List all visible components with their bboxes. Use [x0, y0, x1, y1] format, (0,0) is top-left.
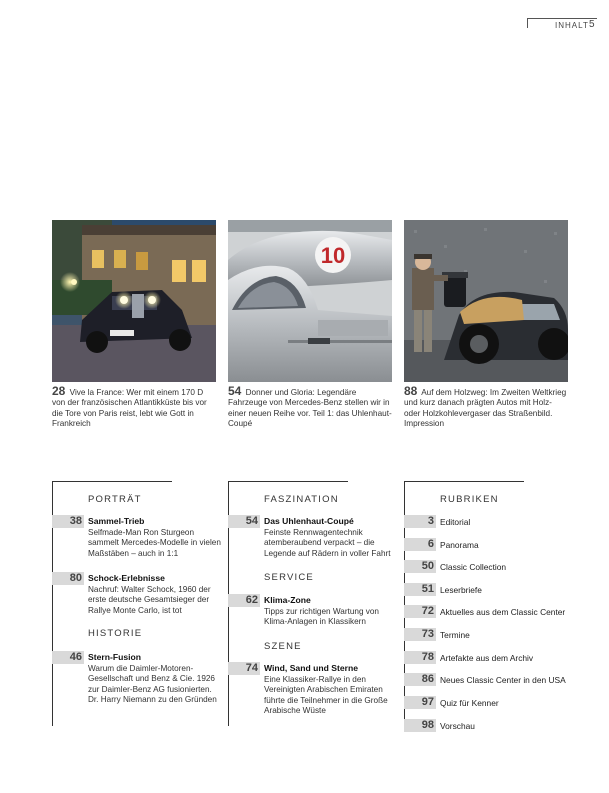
header-tick [527, 18, 528, 28]
rubrik-page-number: 50 [421, 560, 434, 572]
rubrik-page-number: 51 [421, 583, 434, 595]
section-heading-portraet: PORTRÄT [88, 494, 142, 505]
rubrik-title: Leserbriefe [440, 585, 482, 595]
toc-entry-title: Schock-Erlebnisse [88, 573, 165, 583]
rubrik-page-number: 73 [421, 628, 434, 640]
feature-caption-3 [404, 386, 570, 429]
feature-text: Auf dem Holzweg: Im Zweiten Weltkrieg und kurz danach prägten Autos mit Holz- oder Holzkohlevergaser das Straßenbild. Impression [404, 388, 567, 428]
rubrik-item[interactable] [404, 673, 584, 686]
rubrik-page-number: 86 [421, 673, 434, 685]
rubrik-title: Quiz für Kenner [440, 698, 499, 708]
rubrik-title: Aktuelles aus dem Classic Center [440, 607, 566, 617]
section-heading-faszination: FASZINATION [264, 494, 339, 505]
toc-page-number: 46 [69, 651, 82, 663]
toc-entry-description: Selfmade-Man Ron Sturgeon sammelt Mercedes-Modelle in vielen Maßstäben – auch in 1:1 [88, 528, 221, 558]
rubrik-page-number: 97 [421, 696, 434, 708]
feature-caption-2 [228, 386, 394, 429]
column-rule [228, 481, 348, 482]
feature-photo-holzweg [404, 220, 568, 382]
running-header [527, 18, 597, 36]
rubrik-item[interactable] [404, 628, 584, 641]
rubrik-title: Termine [440, 630, 470, 640]
header-rule [527, 18, 597, 19]
feature-page-number: 28 [52, 384, 66, 398]
rubrik-item[interactable] [404, 651, 584, 664]
rubrik-item[interactable] [404, 538, 584, 551]
feature-text: Vive la France: Wer mit einem 170 D von der französischen Atlantikküste bis vor die Tore von Paris reist, lebt wie Gott in Frankreich [52, 388, 207, 428]
rubrik-page-number: 98 [421, 719, 434, 731]
rubrik-item[interactable] [404, 696, 584, 709]
rubrik-title: Panorama [440, 540, 479, 550]
rubrik-item[interactable] [404, 583, 584, 596]
toc-entry-title: Das Uhlenhaut-Coupé [264, 516, 354, 526]
header-page-number: 5 [589, 19, 595, 30]
section-heading-historie: HISTORIE [88, 628, 143, 639]
toc-page-number: 80 [69, 572, 82, 584]
toc-entry-title: Sammel-Trieb [88, 516, 145, 526]
feature-photo-uhlenhaut-coupe [228, 220, 392, 382]
rubrik-item[interactable] [404, 560, 584, 573]
rubrik-page-number: 3 [427, 515, 434, 527]
rubrik-page-number: 6 [427, 538, 434, 550]
column-rule [52, 481, 172, 482]
rubrik-page-number: 72 [421, 605, 434, 617]
toc-page-number: 62 [245, 594, 258, 606]
rubrik-page-number: 78 [421, 651, 434, 663]
rubrik-title: Editorial [440, 517, 471, 527]
toc-entry-title: Klima-Zone [264, 595, 311, 605]
race-number: 10 [320, 243, 346, 268]
section-heading-szene: SZENE [264, 641, 302, 652]
rubrik-title: Neues Classic Center in den USA [440, 675, 566, 685]
feature-text: Donner und Gloria: Legendäre Fahrzeuge von Mercedes-Benz stellen wir in einer neuen Reihe vor. Teil 1: das Uhlenhaut-Coupé [228, 388, 392, 428]
toc-entry-description: Warum die Daimler-Motoren-Gesellschaft und Benz & Cie. 1926 zur Daimler-Benz AG fusionierten. Dr. Harry Niemann zu den Gründen [88, 664, 217, 704]
toc-page-number: 74 [245, 662, 258, 674]
feature-photo-vive-la-france [52, 220, 216, 382]
toc-entry-description: Feinste Rennwagentechnik atemberaubend verpackt – die Legende auf Rädern in voller Fahrt [264, 528, 391, 558]
toc-entry-description: Nachruf: Walter Schock, 1960 der erste deutsche Gesamtsieger der Rallye Monte Carlo, ist tot [88, 585, 211, 615]
toc-entry-title: Wind, Sand und Sterne [264, 663, 358, 673]
feature-caption-1 [52, 386, 218, 429]
header-section-label: INHALT [555, 21, 589, 30]
feature-page-number: 88 [404, 384, 418, 398]
feature-page-number: 54 [228, 384, 242, 398]
toc-entry-description: Tipps zur richtigen Wartung von Klima-Anlagen in Klassikern [264, 607, 379, 627]
toc-page-number: 54 [245, 515, 258, 527]
rubrik-item[interactable] [404, 605, 584, 618]
rubrik-title: Classic Collection [440, 562, 507, 572]
section-heading-service: SERVICE [264, 572, 314, 583]
rubrik-title: Vorschau [440, 721, 475, 731]
column-rule [404, 481, 524, 482]
rubrik-item[interactable] [404, 515, 584, 528]
section-heading-rubriken: RUBRIKEN [440, 494, 499, 505]
rubrik-title: Artefakte aus dem Archiv [440, 653, 534, 663]
rubrik-item[interactable] [404, 719, 584, 732]
toc-entry-title: Stern-Fusion [88, 652, 141, 662]
toc-entry-description: Eine Klassiker-Rallye in den Vereinigten Arabischen Emiraten führte die Teilnehmer in die Große Arabische Wüste [264, 675, 388, 715]
toc-page-number: 38 [69, 515, 82, 527]
